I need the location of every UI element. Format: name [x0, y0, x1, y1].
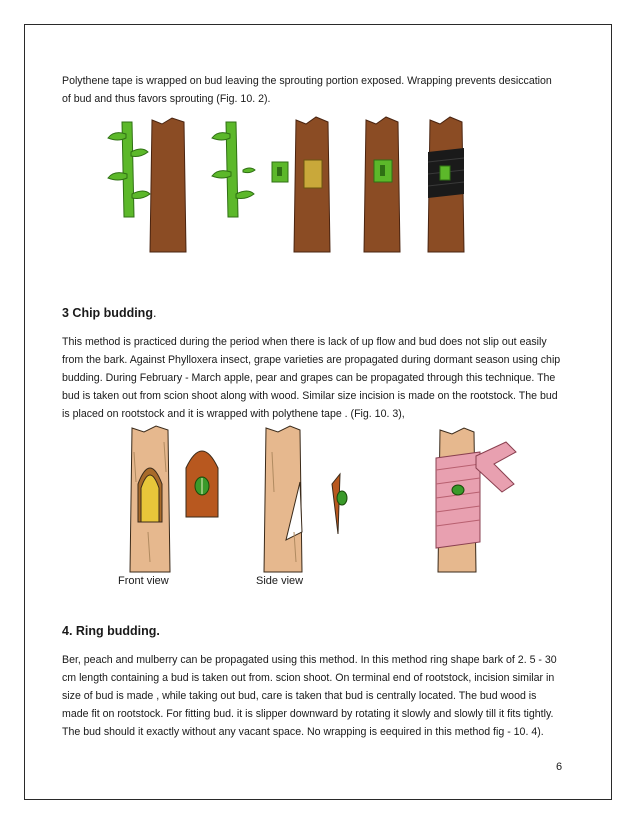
paragraph-chip-budding: This method is practiced during the period when there is lack of up flow and bud does not slip out easily from the bark. Against Phylloxera insect, grape varieties are propagated during dormant season using chip budding. During February - March apple, pear and grapes can be propagated through this technique. The bud is taken out from scion shoot along with wood. Similar size incision is made on the rootstock. The bud is placed on rootstock and it is wrapped with polythene tape . (Fig. 10. 3),	[62, 336, 561, 420]
page-number: 6	[556, 761, 563, 773]
heading-chip-budding-period: .	[152, 306, 157, 320]
paragraph-ring-budding: Ber, peach and mulberry can be propagated using this method. In this method ring shape bark of 2. 5 - 30 cm length containing a bud is taken out from. scion shoot. On terminal end of rootstock, incision similar in size of bud is made , while taking out bud, care is taken that bud is centrally located. The bud wood is made fit on rootstock. For fitting bud. it is slipper downward by rotating it slowly and slowly till it fits tightly. The bud should it exactly without any vacant space. No wrapping is eequired in this method fig - 10. 4).	[62, 654, 557, 738]
figure-shield-budding	[100, 112, 500, 262]
scion-shoot-cut-icon	[212, 122, 255, 217]
wrapped-chip-bud-icon	[436, 428, 516, 572]
heading-ring-budding: 4. Ring budding.	[62, 624, 160, 638]
bud-chip-side-icon	[332, 474, 347, 534]
scion-shoot-icon	[108, 122, 150, 217]
wrapped-rootstock-icon	[428, 117, 464, 252]
bud-chip-front-icon	[186, 451, 218, 517]
paragraph-tape-wrapping: Polythene tape is wrapped on bud leaving the sprouting portion exposed. Wrapping prevents desiccation of bud and thus favors sprouting (Fig. 10. 2).	[62, 75, 552, 105]
heading-chip-budding-title: 3 Chip budding	[62, 306, 153, 320]
figure-chip-budding	[110, 422, 530, 592]
rootstock-incision-icon	[294, 117, 330, 252]
side-view-rootstock-icon	[264, 426, 302, 572]
front-view-label: Front view	[118, 575, 169, 587]
bud-chip-icon	[272, 162, 288, 182]
rootstock-icon	[150, 118, 186, 252]
side-view-label: Side view	[256, 575, 304, 587]
front-view-rootstock-icon	[130, 426, 170, 572]
heading-chip-budding	[62, 306, 156, 320]
rootstock-with-bud-icon	[364, 117, 400, 252]
